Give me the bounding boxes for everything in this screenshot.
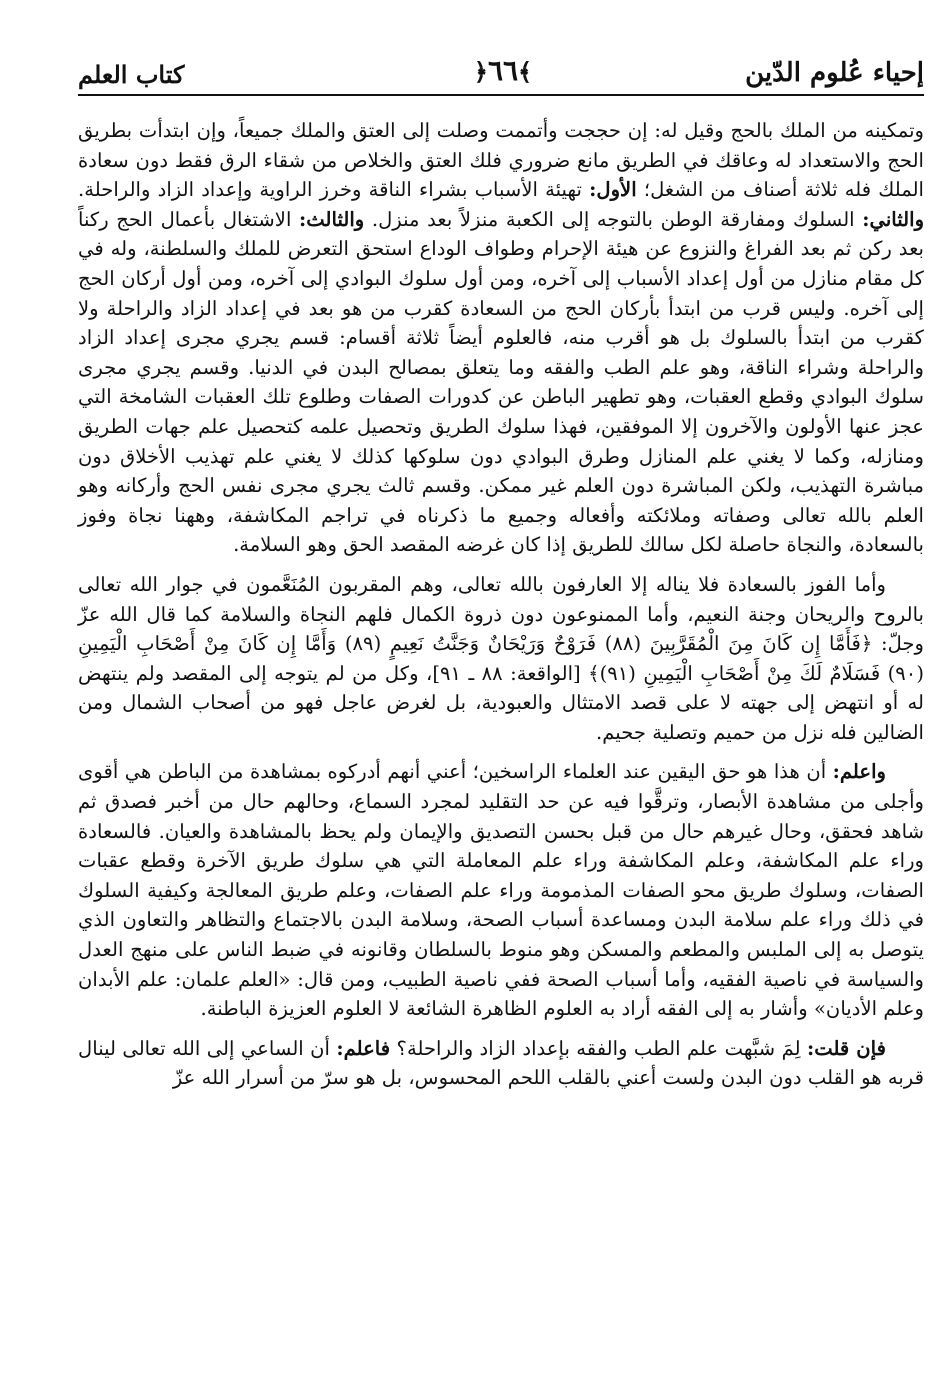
verse-reference: [الواقعة: ٨٨ ـ ٩١] xyxy=(432,661,581,685)
p1-text-a: وتمكينه من الملك بالحج وقيل له: إن حججت وأتممت وصلت إلى العتق والملك جميعاً، وإن ابتدأت بطريق الحج والاستعداد له وعاقك في الطريق مانع ضروري فلك العتق والخلاص من شقاء الرق فقط دون سعادة الملك فله ثلاثة أصناف من الشغل؛ xyxy=(78,119,924,202)
ornament-left-icon: ﴿ xyxy=(473,57,488,86)
ornament-right-icon: ﴾ xyxy=(518,57,533,86)
p1-keyword-second: والثاني: xyxy=(862,207,925,231)
p2-text-a: وأما الفوز بالسعادة فلا يناله إلا العارفون بالله تعالى، وهم المقربون المُنَعَّمون في جوار الله تعالى بالروح والريحان وجنة النعيم، وأما الممنوعون دون ذروة الكمال فلهم النجاة والسلامة كما قال الله عزّ وجلّ: xyxy=(78,572,924,656)
p1-text-d: الاشتغال بأعمال الحج ركناً بعد ركن ثم بعد الفراغ والنزوع عن هيئة الإحرام وطواف الوداع استحق التعرض للملك والسلطنة، وله في كل مقام منازل من أول إعداد الأسباب إلى آخره، ومن أول سلوك البوادي إلى آخره، ومن أول أركان الحج إلى آخره. وليس قرب من ابتدأ بأركان الحج من السعادة كقرب من هو بعد في إعداد الزاد والراحلة ولا كقرب من ابتدأ بالسلوك بل هو أقرب منه، فالعلوم أيضاً ثلاثة أقسام: قسم يجري مجرى إعداد الزاد والراحلة وشراء الناقة، وهو علم الطب والفقه وما يتعلق بمصالح البدن في الدنيا. وقسم يجري مجرى سلوك البوادي وقطع العقبات، وهو تطهير الباطن عن كدورات الصفات وطلوع تلك العقبات الشامخة التي عجز عنها الأولون والآخرون إلا الموفقين، فهذا سلوك الطريق وتحصيل علمه كتحصيل علم جهات الطريق ومنازله، وكما لا يغني علم المنازل وطرق البوادي دون سلوكها كذلك لا يغني علم تهذيب الأخلاق دون مباشرة التهذيب، ولكن المباشرة دون العلم غير ممكن. وقسم ثالث يجري مجرى نفس الحج وأركانه وهو العلم بالله تعالى وصفاته وملائكته وأفعاله وجميع ما ذكرناه في تراجم المكاشفة، وههنا نجاة وفوز بالسعادة، والنجاة حاصلة لكل سالك للطريق إذا كان غرضه المقصد الحق وهو السلامة. xyxy=(78,207,924,557)
page-body xyxy=(78,116,924,1103)
chapter-title: كتاب العلم xyxy=(78,60,185,89)
paragraph-3 xyxy=(78,757,924,1023)
paragraph-2 xyxy=(78,570,924,748)
p1-text-c: السلوك ومفارقة الوطن بالتوجه إلى الكعبة منزلاً بعد منزل. xyxy=(371,207,855,231)
p2-text-b: ، وكل من لم يتوجه إلى المقصد ولم ينتهض له أو انتهض إلى جهته لا على قصد الامتثال والعبودية، بل لغرض عاجل فهو من أصحاب الشمال ومن الضالين فله نزل من حميم وتصلية جحيم. xyxy=(78,661,924,744)
paragraph-1 xyxy=(78,116,924,560)
page-header xyxy=(78,48,924,96)
p1-text-b: تهيئة الأسباب بشراء الناقة وخرز الراوية وإعداد الزاد والراحلة. xyxy=(78,178,582,202)
book-title: إحياء عُلوم الدّين xyxy=(745,58,924,88)
p3-text-a: أن هذا هو حق اليقين عند العلماء الراسخين؛ أعني أنهم أدركوه بمشاهدة من الباطن هي أقوى وأجلى من مشاهدة الأبصار، وترقَّوا فيه عن حد التقليد لمجرد السماع، وحالهم حال من أخبر فصدق ثم شاهد فحقق، وحال غيرهم حال من قبل بحسن التصديق والإيمان ولم يحظ بالمشاهدة والعيان. فالسعادة وراء علم المكاشفة، وعلم المكاشفة وراء علم المعاملة التي هي سلوك طريق الآخرة وقطع عقبات الصفات، وسلوك طريق محو الصفات المذمومة وراء علم الصفات، وعلم طريق المعالجة وكيفية السلوك في ذلك وراء علم سلامة البدن ومساعدة أسباب الصحة، وسلامة البدن بالاجتماع والتظاهر والتعاون الذي يتوصل به إلى الملبس والمطعم والمسكن وهو منوط بالسلطان وقانونه في ضبط الناس على منهج العدل والسياسة في ناصية الفقيه، وأما أسباب الصحة ففي ناصية الطبيب، ومن قال: «العلم علمان: علم الأبدان وعلم الأديان» وأشار به إلى الفقه أراد به العلوم الظاهرة الشائعة لا العلوم العزيزة الباطنة. xyxy=(78,760,924,1021)
p1-keyword-first: الأول: xyxy=(589,178,637,202)
p1-keyword-third: والثالث: xyxy=(299,207,365,231)
page-number-block xyxy=(454,54,552,87)
p4-keyword-second: فاعلم: xyxy=(336,1036,391,1060)
quran-verse: ﴿فَأَمَّا إِن كَانَ مِنَ الْمُقَرَّبِينَ (٨٨) فَرَوْحٌ وَرَيْحَانٌ وَجَنَّتُ نَعِيمٍ (٨٩) وَأَمَّا إِن كَانَ مِنْ أَصْحَابِ الْيَمِينِ (٩٠) فَسَلَامٌ لَكَ مِنْ أَصْحَابِ الْيَمِينِ (٩١)﴾ xyxy=(78,632,924,685)
paragraph-4 xyxy=(78,1034,924,1093)
p3-keyword: واعلم: xyxy=(832,760,887,784)
page-number: ٦٦ xyxy=(487,54,519,87)
p4-text-a: لِمَ شبَّهت علم الطب والفقه بإعداد الزاد والراحلة؟ xyxy=(396,1036,801,1060)
p4-keyword-first: فإن قلت: xyxy=(806,1036,886,1060)
p4-text-b: أن الساعي إلى الله تعالى لينال قربه هو القلب دون البدن ولست أعني بالقلب اللحم المحسوس، بل هو سرّ من أسرار الله عزّ xyxy=(78,1036,924,1090)
